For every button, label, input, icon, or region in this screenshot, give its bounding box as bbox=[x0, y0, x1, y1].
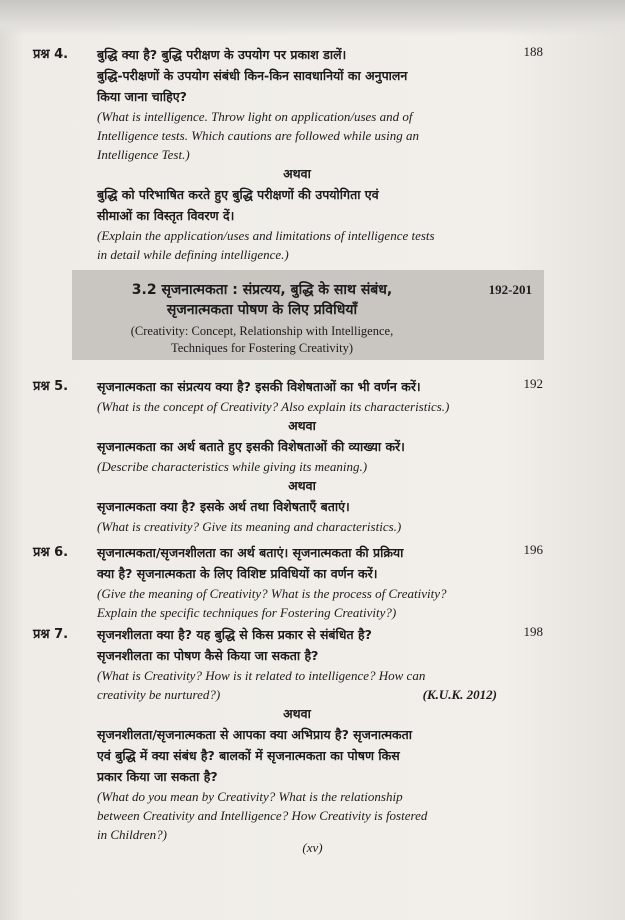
hindi-line: सृजनशीलता का पोषण कैसे किया जा सकता है? bbox=[97, 648, 319, 663]
hindi-line: सृजनात्मकता का अर्थ बताते हुए इसकी विशेषताओं की व्याख्या करें। bbox=[97, 439, 405, 454]
hindi-line: प्रकार किया जा सकता है? bbox=[97, 769, 218, 784]
exam-reference: (K.U.K. 2012) bbox=[422, 687, 497, 702]
english-line bbox=[97, 685, 497, 704]
english-line: Intelligence tests. Which cautions are followed while using an bbox=[97, 128, 419, 143]
section-title bbox=[82, 280, 442, 320]
question-number: प्रश्न 5. bbox=[33, 379, 69, 394]
section-subtitle-line: (Creativity: Concept, Relationship with Intelligence, bbox=[130, 324, 394, 338]
hindi-line: बुद्धि-परीक्षणों के उपयोग संबंधी किन-किन सावधानियों का अनुपालन bbox=[97, 68, 408, 83]
english-line: (Explain the application/uses and limitations of intelligence tests bbox=[97, 228, 435, 243]
hindi-line: सृजनशीलता/सृजनात्मकता से आपका क्या अभिप्राय है? सृजनात्मकता bbox=[97, 727, 413, 742]
or-separator: अथवा bbox=[283, 166, 311, 181]
question-number: प्रश्न 6. bbox=[33, 545, 69, 560]
page-number: 188 bbox=[523, 44, 543, 59]
hindi-line: सृजनात्मकता क्या है? इसके अर्थ तथा विशेषताएँ बताएं। bbox=[97, 499, 350, 514]
page-footer-number: (xv) bbox=[302, 840, 323, 855]
section-title-line: सृजनात्मकता पोषण के लिए प्रविधियाँ bbox=[166, 302, 358, 318]
english-line: in detail while defining intelligence.) bbox=[97, 247, 289, 262]
or-separator: अथवा bbox=[283, 706, 311, 721]
question-number: प्रश्न 7. bbox=[33, 627, 69, 642]
english-line: Intelligence Test.) bbox=[97, 147, 190, 162]
page-number: 192 bbox=[523, 376, 543, 391]
english-line: (Give the meaning of Creativity? What is the process of Creativity? bbox=[97, 586, 447, 601]
english-line: in Children?) bbox=[97, 827, 167, 842]
hindi-line: सृजनात्मकता का संप्रत्यय क्या है? इसकी विशेषताओं का भी वर्णन करें। bbox=[97, 379, 421, 394]
section-title-line: 3.2 सृजनात्मकता : संप्रत्यय, बुद्धि के साथ संबंध, bbox=[131, 282, 393, 298]
section-subtitle-line: Techniques for Fostering Creativity) bbox=[170, 341, 354, 355]
page-number: 196 bbox=[523, 542, 543, 557]
english-line: between Creativity and Intelligence? How Creativity is fostered bbox=[97, 808, 428, 823]
english-line: (What is intelligence. Throw light on application/uses and of bbox=[97, 109, 413, 124]
section-subtitle bbox=[82, 323, 442, 357]
english-line: Explain the specific techniques for Fostering Creativity?) bbox=[97, 605, 397, 620]
hindi-line: सृजनशीलता क्या है? यह बुद्धि से किस प्रकार से संबंधित है? bbox=[97, 627, 372, 642]
page-top-shadow bbox=[0, 0, 625, 36]
page-number: 198 bbox=[523, 624, 543, 639]
english-line: (What do you mean by Creativity? What is the relationship bbox=[97, 789, 403, 804]
hindi-line: बुद्धि को परिभाषित करते हुए बुद्धि परीक्षणों की उपयोगिता एवं bbox=[97, 187, 379, 202]
hindi-line: सृजनात्मकता/सृजनशीलता का अर्थ बताएं। सृजनात्मकता की प्रक्रिया bbox=[97, 545, 404, 560]
question-number: प्रश्न 4. bbox=[33, 47, 69, 62]
hindi-line: सीमाओं का विस्तृत विवरण दें। bbox=[97, 208, 235, 223]
english-line: (What is the concept of Creativity? Also explain its characteristics.) bbox=[97, 399, 450, 414]
section-header bbox=[72, 270, 544, 360]
hindi-line: बुद्धि क्या है? बुद्धि परीक्षण के उपयोग पर प्रकाश डालें। bbox=[97, 47, 347, 62]
hindi-line: एवं बुद्धि में क्या संबंध है? बालकों में सृजनात्मकता का पोषण किस bbox=[97, 748, 400, 763]
english-line: (What is creativity? Give its meaning and characteristics.) bbox=[97, 519, 402, 534]
english-line: (Describe characteristics while giving its meaning.) bbox=[97, 459, 368, 474]
english-text: creativity be nurtured?) bbox=[97, 687, 221, 702]
hindi-line: किया जाना चाहिए? bbox=[97, 89, 187, 104]
or-separator: अथवा bbox=[288, 478, 316, 493]
or-separator: अथवा bbox=[288, 418, 316, 433]
hindi-line: क्या है? सृजनात्मकता के लिए विशिष्ट प्रविधियों का वर्णन करें। bbox=[97, 566, 378, 581]
section-page-range: 192-201 bbox=[488, 282, 532, 297]
english-line: (What is Creativity? How is it related to intelligence? How can bbox=[97, 668, 426, 683]
